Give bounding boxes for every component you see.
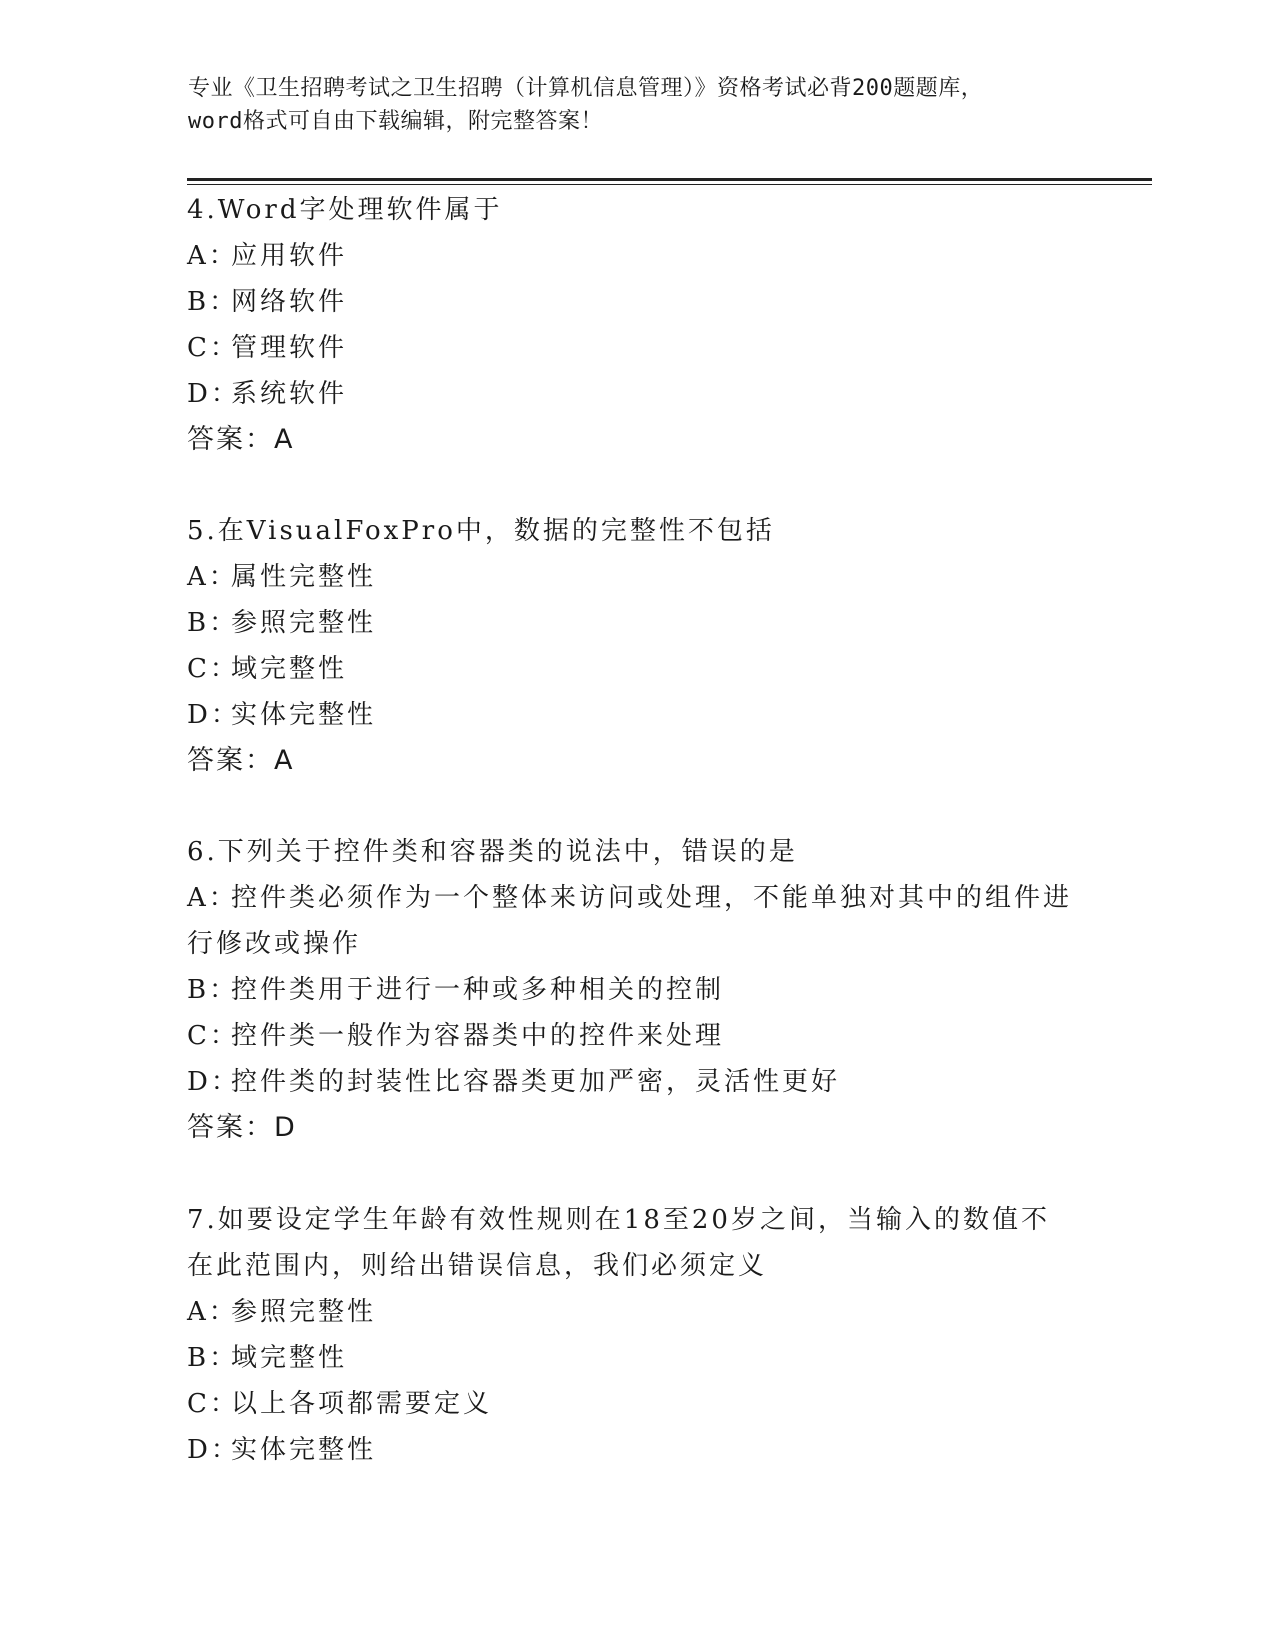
question-stem: 6.下列关于控件类和容器类的说法中，错误的是 bbox=[187, 837, 798, 867]
question-stem: 4.Word字处理软件属于 bbox=[187, 195, 503, 225]
question-stem: 7.如要设定学生年龄有效性规则在18至20岁之间，当输入的数值不 bbox=[187, 1205, 1050, 1235]
option-d: D：实体完整性 bbox=[187, 700, 377, 730]
question-5 bbox=[187, 508, 1087, 784]
option-a: A：属性完整性 bbox=[187, 562, 377, 592]
question-7 bbox=[187, 1197, 1087, 1473]
answer: 答案：A bbox=[187, 745, 295, 776]
option-d: D：控件类的封装性比容器类更加严密，灵活性更好 bbox=[187, 1067, 841, 1097]
option-a: A：应用软件 bbox=[187, 241, 348, 271]
option-a: A：参照完整性 bbox=[187, 1297, 377, 1327]
answer: 答案：D bbox=[187, 1112, 297, 1143]
header-line-1: 专业《卫生招聘考试之卫生招聘（计算机信息管理）》资格考试必背200题题库， bbox=[188, 76, 984, 101]
option-b: B：域完整性 bbox=[187, 1343, 348, 1373]
option-b: B：网络软件 bbox=[187, 287, 348, 317]
option-a: A：控件类必须作为一个整体来访问或处理，不能单独对其中的组件进 bbox=[187, 883, 1073, 913]
answer: 答案：A bbox=[187, 424, 295, 455]
option-a-continuation: 行修改或操作 bbox=[187, 929, 362, 959]
option-c: C：管理软件 bbox=[187, 333, 348, 363]
document-header bbox=[188, 72, 1088, 138]
header-rule-thick bbox=[187, 178, 1152, 181]
option-d: D：系统软件 bbox=[187, 379, 348, 409]
option-b: B：参照完整性 bbox=[187, 608, 377, 638]
question-stem: 5.在VisualFoxPro中，数据的完整性不包括 bbox=[187, 516, 775, 546]
option-c: C：域完整性 bbox=[187, 654, 348, 684]
option-d: D：实体完整性 bbox=[187, 1435, 377, 1465]
header-rule-thin bbox=[187, 184, 1152, 185]
option-c: C：控件类一般作为容器类中的控件来处理 bbox=[187, 1021, 725, 1051]
header-line-2: word格式可自由下载编辑，附完整答案！ bbox=[188, 109, 603, 134]
option-b: B：控件类用于进行一种或多种相关的控制 bbox=[187, 975, 725, 1005]
question-stem-continuation: 在此范围内，则给出错误信息，我们必须定义 bbox=[187, 1251, 768, 1281]
option-c: C：以上各项都需要定义 bbox=[187, 1389, 493, 1419]
question-6 bbox=[187, 829, 1087, 1151]
question-4 bbox=[187, 187, 1087, 463]
